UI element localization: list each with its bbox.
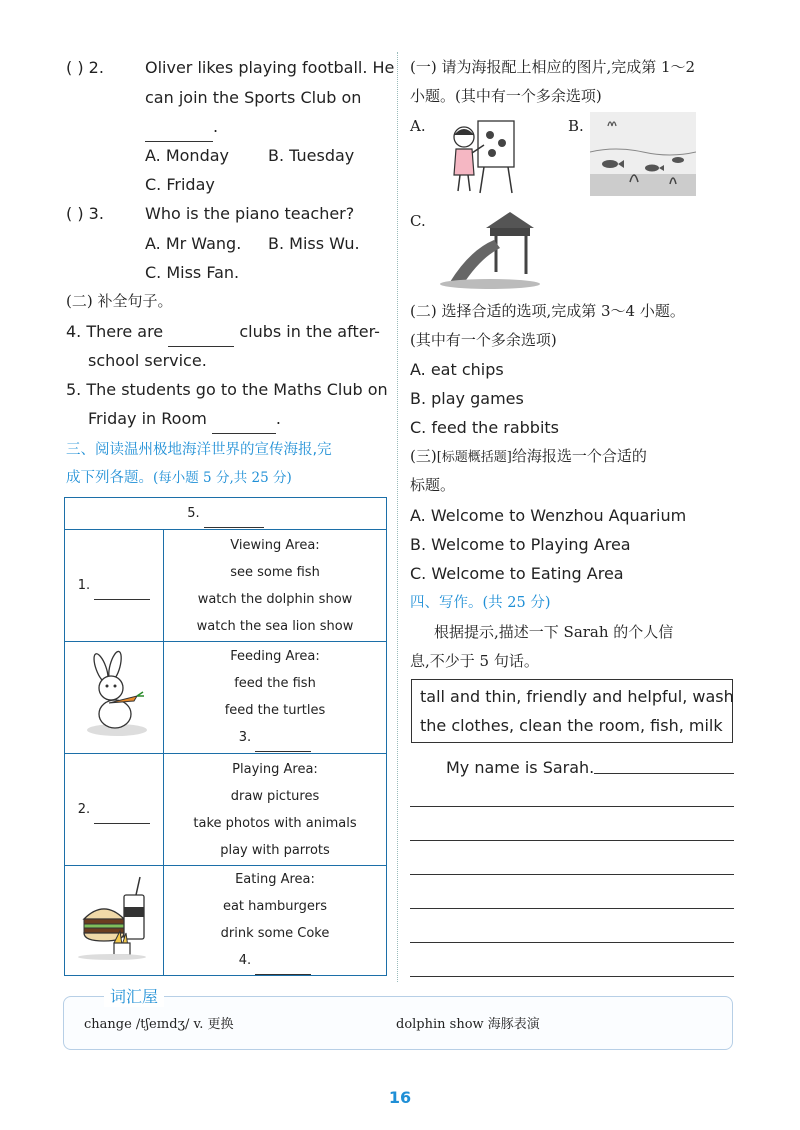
right-part2-line1: (二) 选择合适的选项,完成第 3～4 小题。 [410,302,685,320]
sea-fish-icon[interactable] [590,112,696,196]
picture-c-label: C. [410,212,426,230]
poster-row1-right [164,530,387,642]
poster-row3-item: take photos with animals [193,815,357,831]
section4-instruction-line1: 根据提示,描述一下 Sarah 的个人信 [434,623,674,641]
writing-line[interactable] [410,840,734,841]
poster-row3-title: Playing Area: [232,761,318,777]
poster-row4-title: Eating Area: [235,872,315,887]
writing-line[interactable] [410,942,734,943]
q3-option-a[interactable]: A. Mr Wang. [145,234,242,253]
title-summary-tag: [标题概括题] [436,450,512,465]
poster-blank-1[interactable] [94,572,150,600]
q2-option-a[interactable]: A. Monday [145,146,229,165]
poster-row3-left: 2. [65,754,164,866]
poster-row2-left [65,642,164,754]
poster-row4-right [164,866,387,976]
writing-line-0[interactable] [594,773,734,774]
poster-row4-left [65,866,164,976]
picture-b-label: B. [568,117,584,135]
right-part1-line2: 小题。(其中有一个多余选项) [410,87,602,105]
section3-heading-line2: 成下列各题。(每小题 5 分,共 25 分) [66,470,292,486]
q2-line3: . [145,112,218,142]
poster-row2-item: feed the fish [234,676,316,691]
right-part3-line1: (三)[标题概括题]给海报选一个合适的 [410,447,647,465]
poster-blank-4[interactable] [255,947,311,975]
poster-blank-2[interactable] [94,796,150,824]
part3-option-b[interactable]: B. Welcome to Playing Area [410,535,631,554]
q3-line1: Who is the piano teacher? [145,204,355,223]
poster-row1-item: watch the dolphin show [197,591,353,607]
q2-number: ( ) 2. [66,58,104,77]
writing-line[interactable] [410,908,734,909]
q2-option-b[interactable]: B. Tuesday [268,146,355,165]
poster-row3-right [164,754,387,866]
part3-option-a[interactable]: A. Welcome to Wenzhou Aquarium [410,506,687,525]
part2-option-b[interactable]: B. play games [410,389,524,408]
page-number: 16 [388,1088,412,1107]
poster-row1-title: Viewing Area: [230,537,320,553]
q2-option-c[interactable]: C. Friday [145,175,215,194]
rabbit-icon [79,648,149,738]
vocab-item-change: change /tʃeɪndʒ/ v. 更换 [84,1017,234,1032]
girl-painting-icon[interactable] [440,115,520,195]
column-divider [397,52,398,982]
poster-row3-item: play with parrots [220,842,330,858]
poster-row1-item: see some fish [230,564,320,580]
poster-row4-item: drink some Coke [220,926,330,941]
q4-blank[interactable] [168,317,234,347]
poster-table [64,497,387,976]
writing-line[interactable] [410,976,734,977]
writing-line[interactable] [410,874,734,875]
part2-heading: (二) 补全句子。 [66,292,173,310]
part2-option-c[interactable]: C. feed the rabbits [410,418,559,437]
q3-number: ( ) 3. [66,204,104,223]
section4-heading: 四、写作。(共 25 分) [410,595,551,611]
vocab-title: 词汇屋 [104,984,164,1007]
writing-line[interactable] [410,806,734,807]
poster-row2-blank-line: 3. [164,724,386,752]
poster-row3-item: draw pictures [230,788,320,804]
section4-instruction-line2: 息,不少于 5 句话。 [410,652,539,670]
q5-line1: 5. The students go to the Maths Club on [66,380,388,399]
q4-line1: 4. There are clubs in the after- [66,317,380,347]
poster-row2-title: Feeding Area: [230,649,320,664]
poster-title-cell: 5. [65,498,387,530]
poster-row1-item: watch the sea lion show [196,618,354,634]
section3-heading-line1: 三、阅读温州极地海洋世界的宣传海报,完 [66,442,332,458]
right-part2-line2: (其中有一个多余选项) [410,331,557,349]
poster-row4-blank-line: 4. [164,947,386,975]
hint-line1: tall and thin, friendly and helpful, wash [420,687,734,706]
q5-line2: Friday in Room . [88,404,281,434]
poster-row2-item: feed the turtles [224,703,326,718]
slide-icon[interactable] [440,210,546,290]
q2-blank[interactable] [145,112,213,142]
hint-box [411,679,733,743]
writing-start: My name is Sarah. [446,758,595,777]
q2-line2: can join the Sports Club on [145,88,362,107]
q3-option-c[interactable]: C. Miss Fan. [145,263,240,282]
q4-line2: school service. [88,351,207,370]
right-part3-line2: 标题。 [410,476,456,494]
poster-row2-right [164,642,387,754]
part2-option-a[interactable]: A. eat chips [410,360,504,379]
poster-blank-3[interactable] [255,724,311,752]
right-part1-line1: (一) 请为海报配上相应的图片,完成第 1～2 [410,58,696,76]
q2-line1: Oliver likes playing football. He [145,58,395,77]
vocab-item-dolphin-show: dolphin show 海豚表演 [396,1017,540,1032]
hint-line2: the clothes, clean the room, fish, milk [420,716,723,735]
picture-a-label: A. [410,117,426,135]
burger-coke-icon [74,871,154,961]
poster-row4-item: eat hamburgers [222,899,328,914]
poster-title-blank[interactable] [204,500,264,528]
poster-row1-left: 1. [65,530,164,642]
q5-blank[interactable] [212,404,276,434]
q3-option-b[interactable]: B. Miss Wu. [268,234,360,253]
part3-option-c[interactable]: C. Welcome to Eating Area [410,564,624,583]
